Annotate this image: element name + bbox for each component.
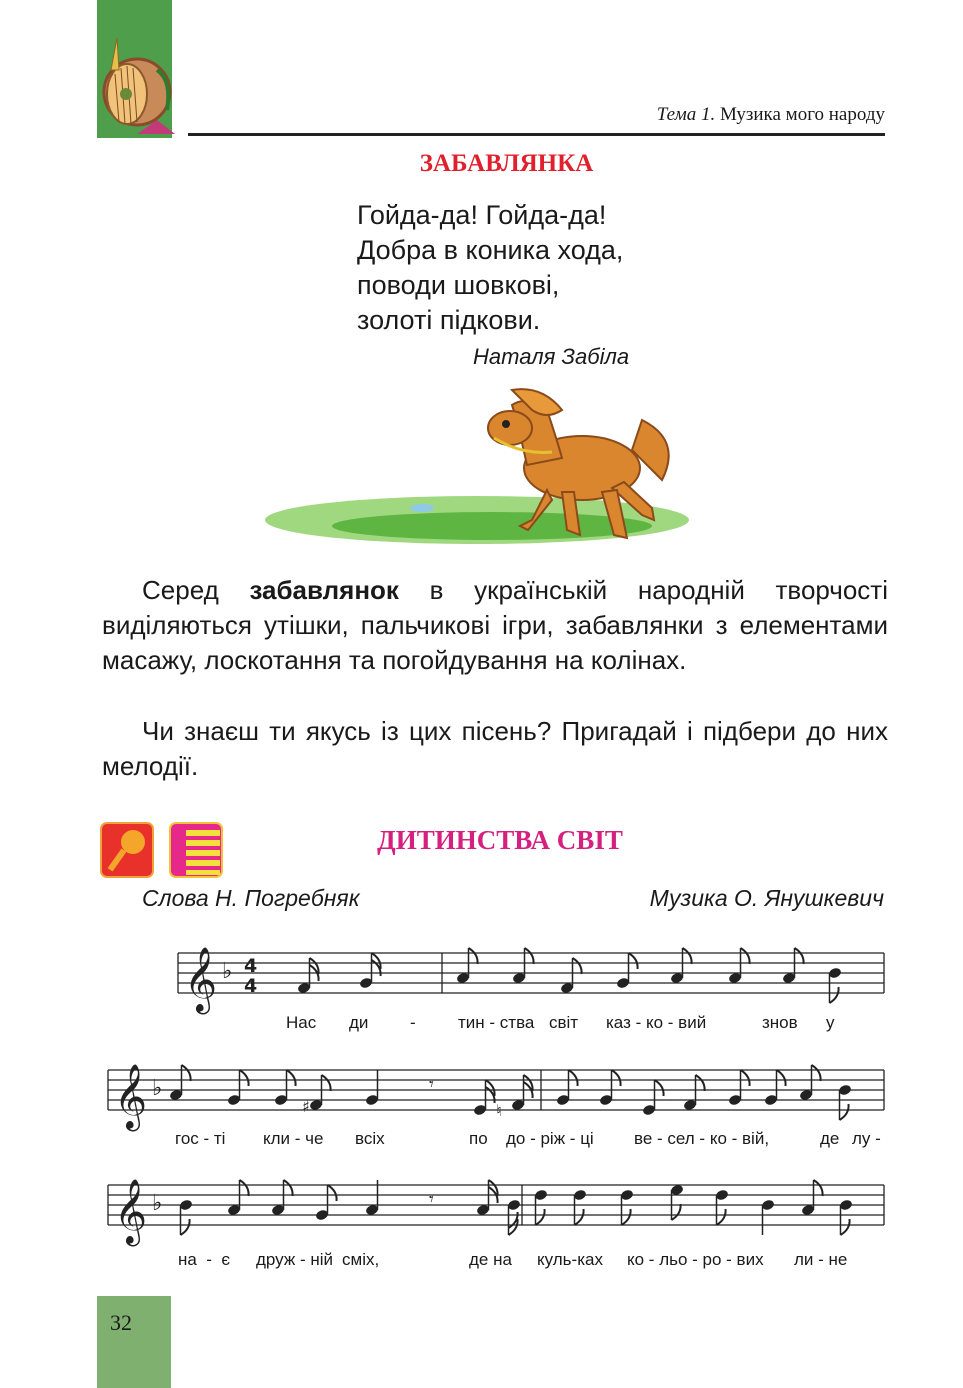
natural-icon: ♮	[496, 1101, 502, 1120]
poem-line: Добра в коника хода,	[357, 235, 624, 265]
bottom-color-tab	[97, 1296, 171, 1388]
note	[728, 1070, 750, 1106]
paragraph-text: Чи знаєш ти якусь із цих пісень? Пригадай і підбери до них мелодії.	[102, 716, 888, 781]
note	[616, 953, 638, 989]
treble-clef-icon: 𝄞	[114, 1064, 148, 1129]
note	[620, 1189, 634, 1225]
poem-line: золоті підкови.	[357, 305, 541, 335]
lyric-syllable: по	[469, 1129, 488, 1148]
lyric-syllable: знов	[762, 1013, 798, 1032]
note	[556, 1070, 578, 1106]
paragraph-text: Серед	[142, 575, 250, 605]
flat-icon: ♭	[152, 1191, 163, 1216]
lyric-syllable: -	[410, 1013, 416, 1032]
note	[838, 1084, 852, 1120]
note	[315, 1185, 337, 1221]
note	[828, 967, 842, 1003]
lyric-syllable: гос - ті	[175, 1129, 226, 1148]
section-title-zabavlianka: ЗАБАВЛЯНКА	[419, 150, 594, 177]
lyric-syllable: на - є	[178, 1250, 231, 1269]
sharp-icon: ♯	[302, 1097, 310, 1116]
lyric-syllable: сміх,	[342, 1250, 380, 1269]
lyric-syllable: у	[826, 1013, 835, 1032]
lyric-syllable: кли - че	[263, 1129, 324, 1148]
lyric-syllable: друж - ній	[256, 1250, 334, 1269]
note	[473, 1080, 495, 1116]
note	[715, 1189, 729, 1225]
note	[274, 1070, 296, 1106]
notes	[169, 948, 853, 1235]
lyricist-credit: Слова Н. Погребняк	[142, 885, 360, 911]
note	[179, 1199, 193, 1235]
lyric-syllable: каз - ко - вий	[606, 1013, 707, 1032]
note	[839, 1199, 853, 1235]
eighth-rest-icon: 𝄾	[429, 1189, 434, 1210]
note	[761, 1199, 775, 1235]
note	[764, 1070, 786, 1106]
lyric-syllable: Нас	[286, 1013, 317, 1032]
lyric-syllable: тин - ства	[458, 1013, 535, 1032]
lyric-syllable: ко - льо - ро - вих	[627, 1250, 764, 1269]
note	[534, 1189, 548, 1225]
note	[365, 1070, 379, 1106]
note	[642, 1080, 664, 1116]
lyric-syllable: до - ріж - ці	[506, 1129, 594, 1148]
poem-line: Гойда-да! Гойда-да!	[357, 200, 607, 230]
song-title: ДИТИНСТВА СВІТ	[377, 825, 623, 855]
bold-term: забавлянок	[249, 575, 399, 605]
lyric-syllable: де	[820, 1129, 840, 1148]
note	[599, 1070, 621, 1106]
eighth-rest-icon: 𝄾	[429, 1074, 434, 1095]
lyric-syllable: лу -	[852, 1129, 881, 1148]
paragraph-text: в українській народній творчості виділяються утішки, пальчикові ігри, забавлянки з елементами масажу, лоскотання та погойдування на колінах.	[102, 575, 888, 675]
flat-icon: ♭	[152, 1076, 163, 1101]
note	[573, 1189, 587, 1225]
lyric-syllable: ли - не	[794, 1250, 848, 1269]
note	[227, 1070, 249, 1106]
poem-line: поводи шовкові,	[357, 270, 560, 300]
time-signature	[244, 955, 257, 997]
poem-author: Наталя Забіла	[473, 344, 630, 369]
lyric-syllable: куль-ках	[537, 1250, 603, 1269]
lyric-syllable: світ	[549, 1013, 579, 1032]
page-number: 32	[110, 1310, 132, 1335]
note	[359, 953, 381, 989]
theme-title: Музика мого народу	[719, 104, 885, 125]
svg-text:4: 4	[244, 975, 258, 997]
theme-label: Тема 1.	[656, 104, 716, 125]
lyric-syllable: ве - сел - ко - вій,	[634, 1129, 770, 1148]
staff-1	[178, 953, 884, 993]
lyric-syllable: де на	[469, 1250, 512, 1269]
note	[507, 1199, 521, 1235]
flat-icon: ♭	[222, 959, 233, 984]
lyric-syllable: всіх	[355, 1129, 385, 1148]
composer-credit: Музика О. Янушкевич	[649, 885, 884, 911]
treble-clef-icon: 𝄞	[114, 1179, 148, 1244]
treble-clef-icon: 𝄞	[184, 947, 218, 1012]
svg-text:4: 4	[244, 955, 258, 977]
lyric-syllable: ди	[349, 1013, 369, 1032]
